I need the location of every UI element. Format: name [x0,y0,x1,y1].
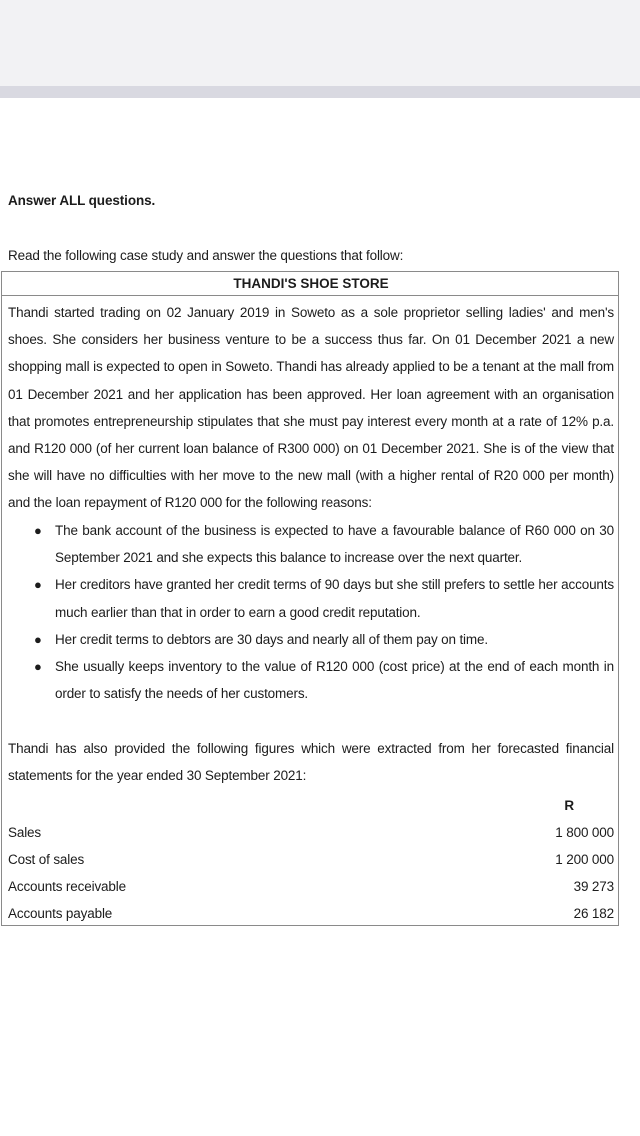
figure-value: 1 800 000 [555,825,614,840]
figure-label: Cost of sales [8,852,85,867]
instruction-heading: Answer ALL questions. [8,193,156,208]
bullet-icon: ● [34,631,42,647]
list-item [2,517,614,571]
figure-label: Accounts payable [8,906,113,921]
top-divider [0,86,640,98]
figure-label: Sales [8,825,42,840]
top-band [0,0,640,86]
figure-label: Accounts receivable [8,879,126,894]
bullet-icon: ● [34,523,42,538]
table-row [8,846,614,873]
intro-text: Read the following case study and answer the questions that follow: [8,248,404,263]
reasons-list [2,517,614,707]
list-item [2,626,614,653]
figures-table [8,792,614,927]
title-divider [2,295,618,296]
reason-text: Her creditors have granted her credit terms of 90 days but she still prefers to settle her accounts much earlier than that in order to earn a good credit reputation. [55,577,614,620]
bullet-icon: ● [34,659,42,675]
figure-value: 39 273 [573,879,614,894]
figure-value: 1 200 000 [555,852,614,867]
currency-header: R [564,798,574,813]
table-row [8,873,614,900]
reason-text: The bank account of the business is expected to have a favourable balance of R60 000 on 30 September 2021 and she expects this balance to increase over the next quarter. [55,523,614,566]
case-paragraph-1: Thandi started trading on 02 January 2019 in Soweto as a sole proprietor selling ladies' and men's shoes. She considers her business venture to be a success thus far. On 01 December 2021 a new shopping mall is expected to open in Soweto. Thandi has already applied to be a tenant at the mall from 01 December 2021 and her application has been approved. Her loan agreement with an organisation that promotes entrepreneurship stipulates that she must pay interest every month at a rate of 12% p.a. and R120 000 (of her current loan balance of R300 000) on 01 December 2021. She is of the view that she will have no difficulties with her move to the new mall (with a higher rental of R20 000 per month) and the loan repayment of R120 000 for the following reasons: [8,305,614,511]
table-header-row [8,792,614,819]
list-item [2,653,614,707]
table-row [8,819,614,846]
case-study-title: THANDI'S SHOE STORE [233,276,389,291]
list-item [2,571,614,625]
figure-value: 26 182 [573,906,614,921]
case-paragraph-2: Thandi has also provided the following figures which were extracted from her forecasted financial statements for the year ended 30 September 2021: [8,741,614,784]
case-study-box [1,271,619,926]
reason-text: Her credit terms to debtors are 30 days and nearly all of them pay on time. [55,631,488,647]
table-row [8,900,614,927]
reason-text: She usually keeps inventory to the value of R120 000 (cost price) at the end of each month in order to satisfy the needs of her customers. [55,659,614,702]
bullet-icon: ● [34,577,42,593]
